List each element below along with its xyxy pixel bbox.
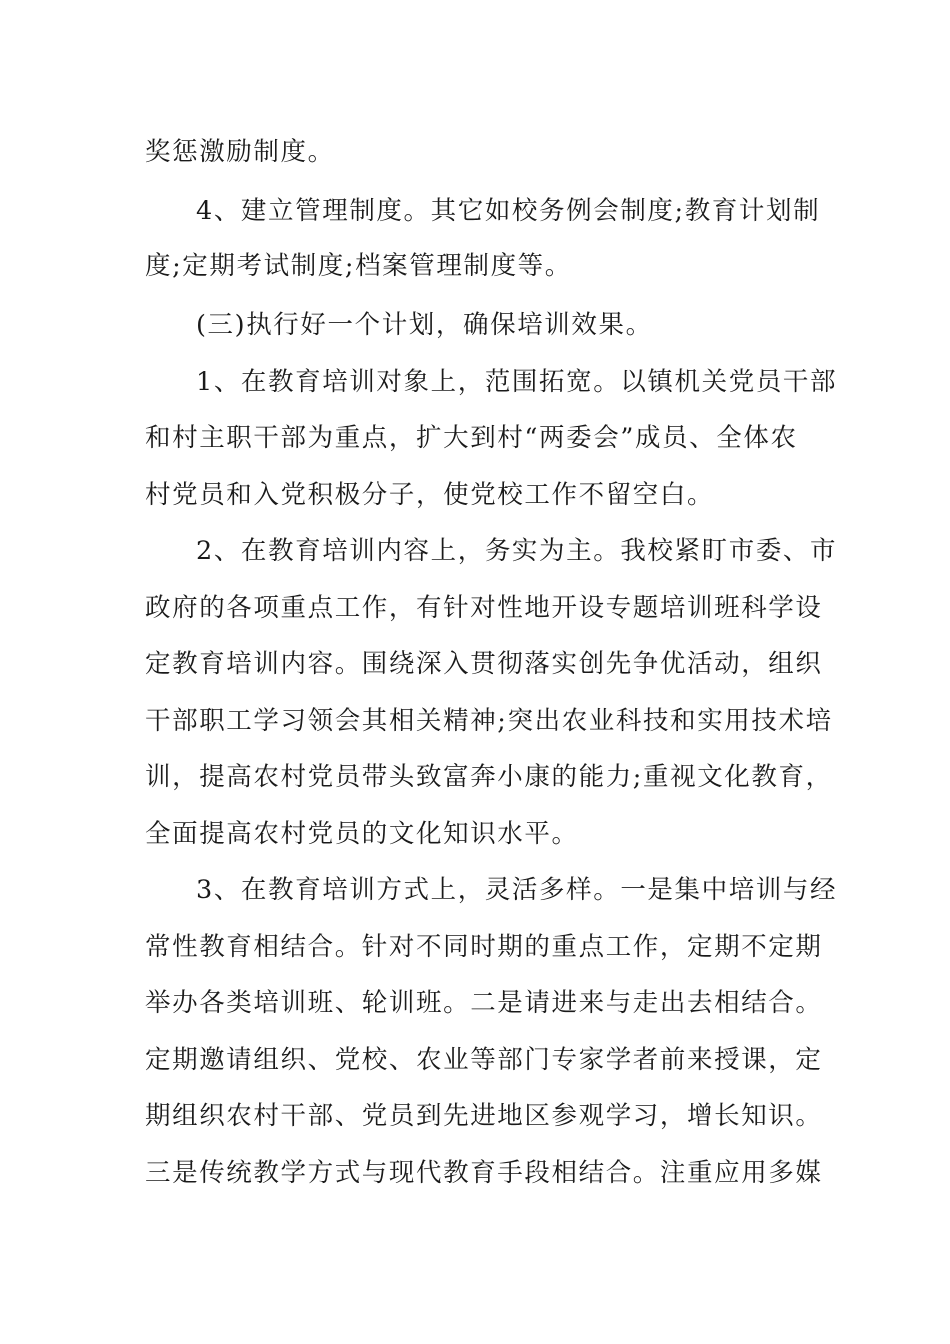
text-line: 期组织农村干部、党员到先进地区参观学习，增长知识。 xyxy=(145,1101,823,1131)
text-line: 全面提高农村党员的文化知识水平。 xyxy=(145,819,579,849)
text-line: 2、在教育培训内容上，务实为主。我校紧盯市委、市 xyxy=(196,536,838,566)
text-line: 村党员和入党积极分子，使党校工作不留空白。 xyxy=(145,480,715,510)
text-line: (三)执行好一个计划，确保培训效果。 xyxy=(196,310,653,340)
text-line: 定教育培训内容。围绕深入贯彻落实创先争优活动，组织 xyxy=(145,649,823,679)
text-line: 训，提高农村党员带头致富奔小康的能力;重视文化教育， xyxy=(145,762,833,792)
text-line: 干部职工学习领会其相关精神;突出农业科技和实用技术培 xyxy=(145,706,833,736)
text-line: 和村主职干部为重点，扩大到村“两委会”成员、全体农 xyxy=(145,423,798,453)
text-line: 度;定期考试制度;档案管理制度等。 xyxy=(145,251,572,281)
text-line: 定期邀请组织、党校、农业等部门专家学者前来授课，定 xyxy=(145,1045,823,1075)
text-line: 3、在教育培训方式上，灵活多样。一是集中培训与经 xyxy=(196,875,838,905)
text-line: 举办各类培训班、轮训班。二是请进来与走出去相结合。 xyxy=(145,988,823,1018)
text-line: 常性教育相结合。针对不同时期的重点工作，定期不定期 xyxy=(145,932,823,962)
text-line: 1、在教育培训对象上，范围拓宽。以镇机关党员干部 xyxy=(196,367,838,397)
text-line: 奖惩激励制度。 xyxy=(145,137,335,167)
text-line: 4、建立管理制度。其它如校务例会制度;教育计划制 xyxy=(196,196,821,226)
text-line: 三是传统教学方式与现代教育手段相结合。注重应用多媒 xyxy=(145,1158,823,1188)
text-line: 政府的各项重点工作，有针对性地开设专题培训班科学设 xyxy=(145,593,823,623)
